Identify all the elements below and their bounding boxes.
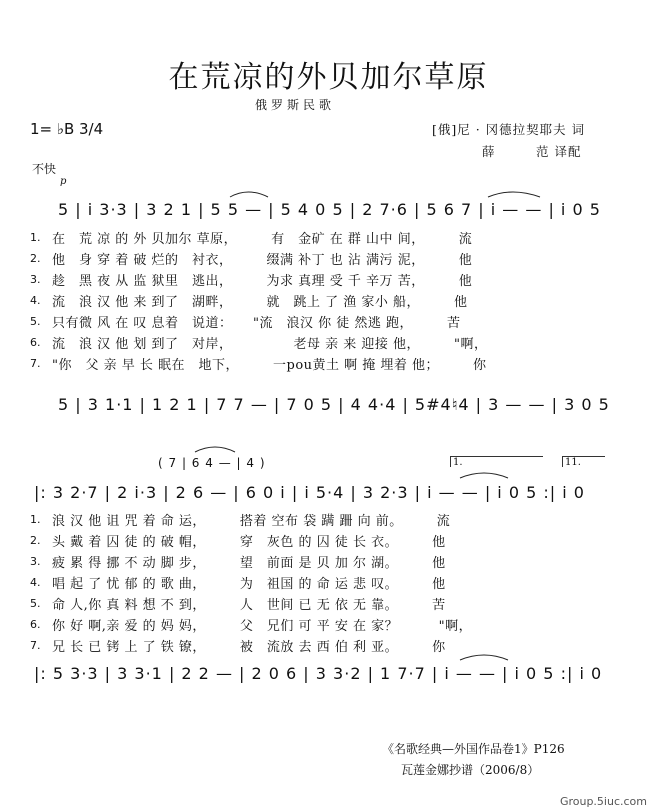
lyricist-credit: [俄]尼 · 冈德拉契耶夫 词 [432,122,586,137]
slur [460,473,508,478]
slur [195,447,235,452]
lyric-number: 2. [30,252,41,265]
lyric-line: 疲 累 得 挪 不 动 脚 步， 望 前面 是 贝 加 尔 湖。 他 [52,556,446,571]
lyric-number: 7. [30,357,41,370]
lyric-line: "你 父 亲 早 长 眠在 地下， 一pou黄土 啊 掩 埋着 他； 你 [52,358,487,373]
lyric-number: 2. [30,534,41,547]
song-subtitle: 俄罗斯民歌 [255,98,336,112]
lyric-line: 流 浪 汉 他 来 到了 湖畔， 就 跳上 了 渔 家小 船， 他 [52,295,468,310]
lyric-line: 命 人,你 真 料 想 不 到， 人 世间 已 无 依 无 靠。 苦 [52,598,446,613]
lyric-line: 兄 长 已 铐 上 了 铁 镣， 被 流放 去 西 伯 利 亚。 你 [52,640,446,655]
lyric-line: 你 好 啊,亲 爱 的 妈 妈， 父 兄们 可 平 安 在 家？ "啊， [52,619,473,634]
lyric-number: 4. [30,576,41,589]
translator-credit: 薛 范 译配 [482,144,582,159]
lyric-line: 他 身 穿 着 破 烂的 衬衣， 缀满 补丁 也 沾 满污 泥， 他 [52,253,473,268]
lyric-line: 流 浪 汉 他 划 到了 对岸， 老母 亲 来 迎接 他， "啊， [52,337,488,352]
lyric-number: 5. [30,597,41,610]
copyist-note: 瓦莲金娜抄谱（2006/8） [401,763,540,777]
lyric-line: 只有微 风 在 叹 息着 说道： "流 浪汉 你 徒 然逃 跑， 苦 [52,316,461,331]
lyric-number: 1. [30,231,41,244]
lyric-number: 4. [30,294,41,307]
dynamic-marking: p [60,176,67,187]
song-title: 在荒凉的外贝加尔草原 [168,60,489,95]
lyric-number: 1. [30,513,41,526]
watermark: Group.5iuc.com [559,795,647,808]
lyric-number: 5. [30,315,41,328]
lyric-line: 浪 汉 他 诅 咒 着 命 运， 搭着 空布 袋 蹒 跚 向 前。 流 [52,514,451,529]
lyric-line: 头 戴 着 囚 徒 的 破 帽， 穿 灰色 的 囚 徒 长 衣。 他 [52,535,446,550]
lyric-line: 趁 黑 夜 从 监 狱里 逃出， 为求 真理 受 千 辛万 苦， 他 [52,274,473,289]
upper-voice-fragment: ( 7 | 6 4 — | 4 ) [158,456,266,470]
lyric-number: 3. [30,273,41,286]
slur [230,192,268,197]
lyric-number: 6. [30,336,41,349]
lyric-line: 在 荒 凉 的 外 贝加尔 草原， 有 金矿 在 群 山中 间， 流 [52,232,473,247]
second-ending-bracket: 11. [562,456,605,467]
lyric-number: 6. [30,618,41,631]
slur [488,192,540,197]
key-signature: 1= ♭B 3/4 [30,120,104,138]
source-reference: 《名歌经典—外国作品卷1》P126 [382,742,565,756]
lyric-line: 唱 起 了 忧 郁 的 歌 曲， 为 祖国 的 命 运 悲 叹。 他 [52,577,446,592]
melody-line-2: |: 3 2·7 | 2 i·3 | 2 6 — | 6 0 i | i 5·4 | 3 2·3 | i — — | i 0 5 :| i 0 [34,483,585,502]
lyric-number: 7. [30,639,41,652]
lyric-number: 3. [30,555,41,568]
melody-line-1: 5 | i 3·3 | 3 2 1 | 5 5 — | 5 4 0 5 | 2 7·6 | 5 6 7 | i — — | i 0 5 [58,200,601,219]
bass-line-2: |: 5 3·3 | 3 3·1 | 2 2 — | 2 0 6 | 3 3·2 | 1 7·7 | i — — | i 0 5 :| i 0 [34,664,603,683]
first-ending-bracket: 1. [450,456,543,467]
bass-line-1: 5 | 3 1·1 | 1 2 1 | 7 7 — | 7 0 5 | 4 4·4 | 5#4♮4 | 3 — — | 3 0 5 [58,395,610,414]
slur [460,655,508,660]
tempo-marking: 不快 [32,162,57,176]
